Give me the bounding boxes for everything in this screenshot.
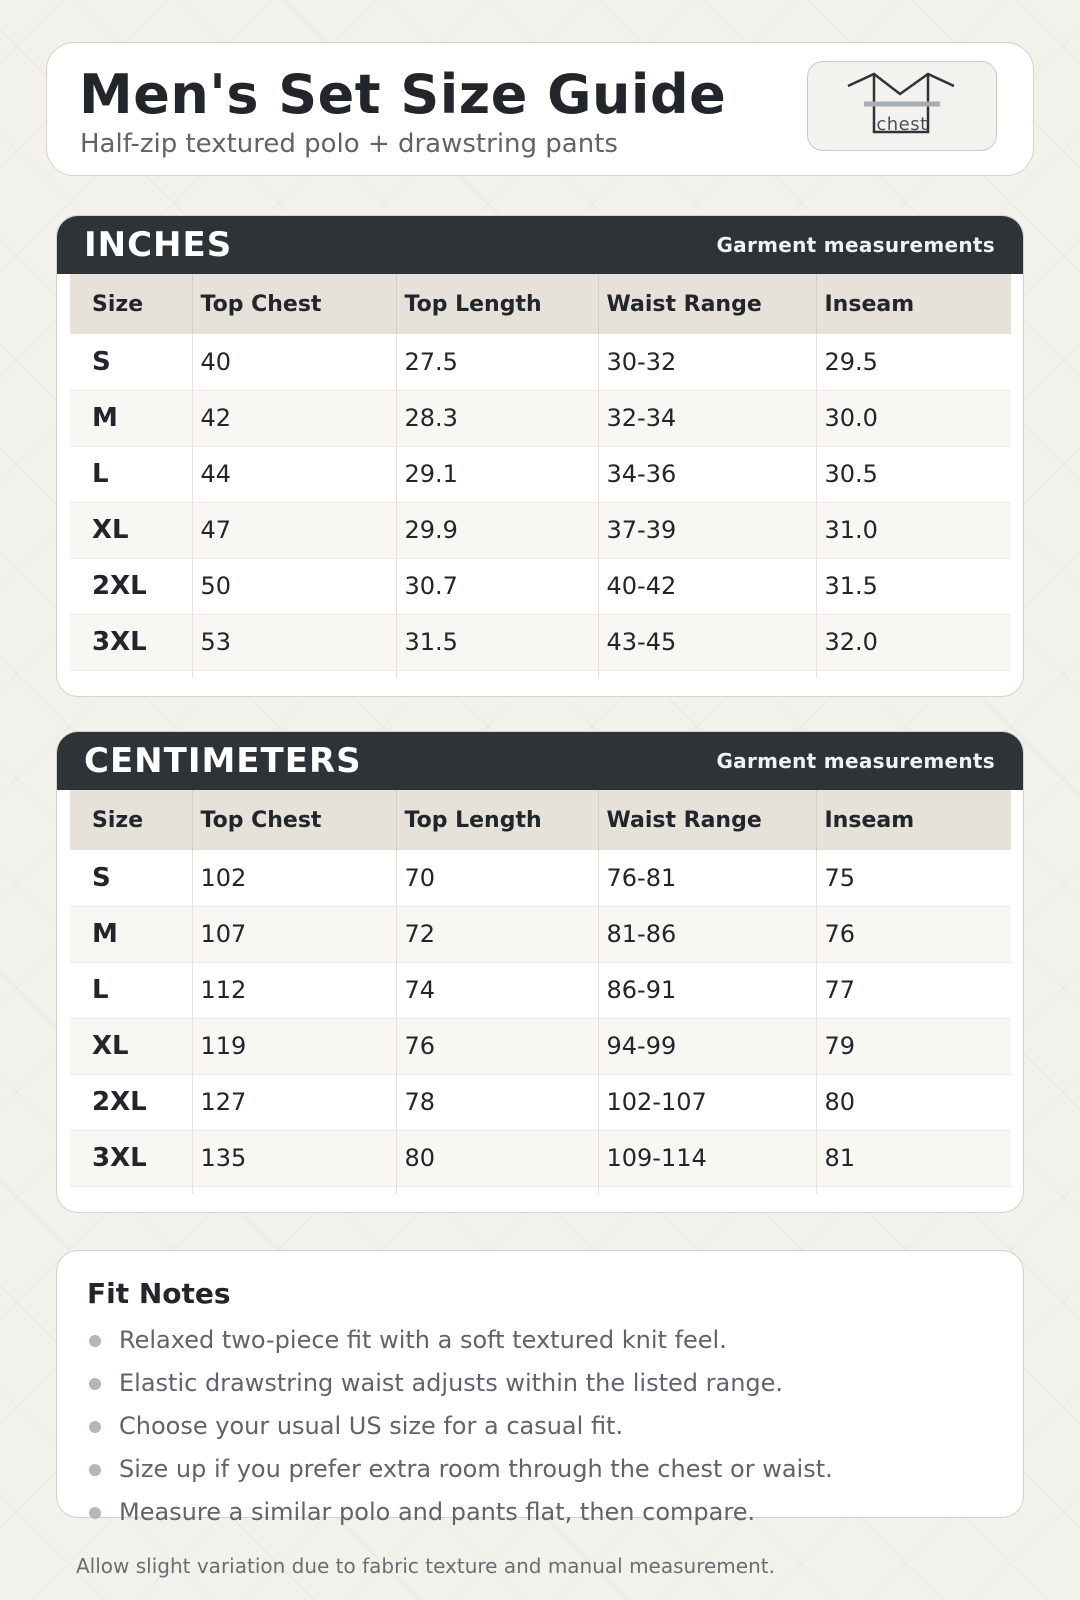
table-row <box>70 1130 1011 1186</box>
list-item <box>87 1368 833 1411</box>
waist-range-cell: 94-99 <box>598 1018 816 1074</box>
polo-shirt-icon <box>808 62 997 151</box>
table-row <box>70 446 1011 502</box>
centimeters-band <box>57 732 1023 790</box>
list-item <box>87 1411 833 1454</box>
column-header-size: Size <box>70 274 192 334</box>
centimeters-table <box>70 790 1011 1194</box>
size-cell: S <box>70 334 192 390</box>
inseam-cell: 32.0 <box>816 614 1011 670</box>
waist-range-cell: 102-107 <box>598 1074 816 1130</box>
table-row <box>70 502 1011 558</box>
waist-range-cell: 40-42 <box>598 558 816 614</box>
inches-table <box>70 274 1011 678</box>
page-title: Men's Set Size Guide <box>79 63 727 126</box>
inseam-cell: 31.0 <box>816 502 1011 558</box>
size-cell: 3XL <box>70 614 192 670</box>
table-row <box>70 1074 1011 1130</box>
inseam-cell: 30.5 <box>816 446 1011 502</box>
size-cell: XL <box>70 502 192 558</box>
inseam-cell: 75 <box>816 850 1011 906</box>
column-header-top-chest: Top Chest <box>192 274 396 334</box>
inseam-cell: 79 <box>816 1018 1011 1074</box>
inseam-cell: 30.0 <box>816 390 1011 446</box>
waist-range-cell: 43-45 <box>598 614 816 670</box>
column-header-top-chest: Top Chest <box>192 790 396 850</box>
waist-range-cell: 32-34 <box>598 390 816 446</box>
top-chest-cell: 135 <box>192 1130 396 1186</box>
fit-note-text: Measure a similar polo and pants flat, then compare. <box>119 1498 756 1526</box>
size-cell: S <box>70 850 192 906</box>
page-subtitle: Half-zip textured polo + drawstring pants <box>80 129 618 159</box>
bullet-icon <box>89 1507 101 1519</box>
inseam-cell: 80 <box>816 1074 1011 1130</box>
top-length-cell: 31.5 <box>396 614 598 670</box>
top-chest-cell: 47 <box>192 502 396 558</box>
top-length-cell: 78 <box>396 1074 598 1130</box>
bullet-icon <box>89 1421 101 1433</box>
centimeters-title: CENTIMETERS <box>84 741 362 781</box>
waist-range-cell: 37-39 <box>598 502 816 558</box>
top-length-cell: 27.5 <box>396 334 598 390</box>
table-row <box>70 1018 1011 1074</box>
fit-note-text: Relaxed two-piece fit with a soft textured knit feel. <box>119 1326 727 1354</box>
inseam-cell: 81 <box>816 1130 1011 1186</box>
list-item <box>87 1325 833 1368</box>
top-chest-cell: 102 <box>192 850 396 906</box>
list-item <box>87 1497 833 1540</box>
inseam-cell: 31.5 <box>816 558 1011 614</box>
inches-title: INCHES <box>84 225 233 265</box>
table-spacer <box>70 1186 1011 1194</box>
bullet-icon <box>89 1464 101 1476</box>
top-length-cell: 30.7 <box>396 558 598 614</box>
top-length-cell: 76 <box>396 1018 598 1074</box>
waist-range-cell: 86-91 <box>598 962 816 1018</box>
size-cell: M <box>70 390 192 446</box>
inches-table-card <box>56 215 1024 697</box>
size-cell: L <box>70 962 192 1018</box>
inches-note: Garment measurements <box>716 233 995 257</box>
centimeters-table-card <box>56 731 1024 1213</box>
size-cell: M <box>70 906 192 962</box>
top-chest-cell: 50 <box>192 558 396 614</box>
table-row <box>70 850 1011 906</box>
table-row <box>70 558 1011 614</box>
top-chest-cell: 112 <box>192 962 396 1018</box>
column-header-top-length: Top Length <box>396 790 598 850</box>
column-header-waist-range: Waist Range <box>598 790 816 850</box>
fit-note-text: Size up if you prefer extra room through the chest or waist. <box>119 1455 833 1483</box>
bullet-icon <box>89 1335 101 1347</box>
table-row <box>70 962 1011 1018</box>
fit-notes-card <box>56 1250 1024 1526</box>
column-header-inseam: Inseam <box>816 790 1011 850</box>
column-header-top-length: Top Length <box>396 274 598 334</box>
size-cell: 2XL <box>70 1074 192 1130</box>
waist-range-cell: 81-86 <box>598 906 816 962</box>
table-row <box>70 906 1011 962</box>
table-header-row <box>70 790 1011 850</box>
diagram-label: chest <box>876 114 928 135</box>
top-length-cell: 80 <box>396 1130 598 1186</box>
fit-notes-title: Fit Notes <box>87 1277 231 1310</box>
top-chest-cell: 40 <box>192 334 396 390</box>
size-cell: 3XL <box>70 1130 192 1186</box>
centimeters-note: Garment measurements <box>716 749 995 773</box>
fit-note-text: Elastic drawstring waist adjusts within the listed range. <box>119 1369 784 1397</box>
table-row <box>70 614 1011 670</box>
waist-range-cell: 76-81 <box>598 850 816 906</box>
table-row <box>70 334 1011 390</box>
waist-range-cell: 109-114 <box>598 1130 816 1186</box>
fit-notes-list <box>87 1325 833 1540</box>
fit-note-text: Choose your usual US size for a casual fit. <box>119 1412 624 1440</box>
top-chest-cell: 119 <box>192 1018 396 1074</box>
table-header-row <box>70 274 1011 334</box>
inseam-cell: 77 <box>816 962 1011 1018</box>
measurement-diagram <box>807 61 997 151</box>
top-chest-cell: 127 <box>192 1074 396 1130</box>
header-card <box>46 42 1034 176</box>
top-length-cell: 70 <box>396 850 598 906</box>
top-chest-cell: 107 <box>192 906 396 962</box>
top-chest-cell: 53 <box>192 614 396 670</box>
top-length-cell: 28.3 <box>396 390 598 446</box>
top-length-cell: 29.1 <box>396 446 598 502</box>
size-cell: XL <box>70 1018 192 1074</box>
size-cell: L <box>70 446 192 502</box>
column-header-inseam: Inseam <box>816 274 1011 334</box>
top-chest-cell: 42 <box>192 390 396 446</box>
inseam-cell: 29.5 <box>816 334 1011 390</box>
table-spacer <box>70 670 1011 678</box>
list-item <box>87 1454 833 1497</box>
top-length-cell: 74 <box>396 962 598 1018</box>
waist-range-cell: 34-36 <box>598 446 816 502</box>
size-cell: 2XL <box>70 558 192 614</box>
column-header-size: Size <box>70 790 192 850</box>
inseam-cell: 76 <box>816 906 1011 962</box>
bullet-icon <box>89 1378 101 1390</box>
top-length-cell: 72 <box>396 906 598 962</box>
footnote: Allow slight variation due to fabric texture and manual measurement. <box>76 1554 775 1578</box>
column-header-waist-range: Waist Range <box>598 274 816 334</box>
top-length-cell: 29.9 <box>396 502 598 558</box>
table-row <box>70 390 1011 446</box>
inches-band <box>57 216 1023 274</box>
top-chest-cell: 44 <box>192 446 396 502</box>
waist-range-cell: 30-32 <box>598 334 816 390</box>
